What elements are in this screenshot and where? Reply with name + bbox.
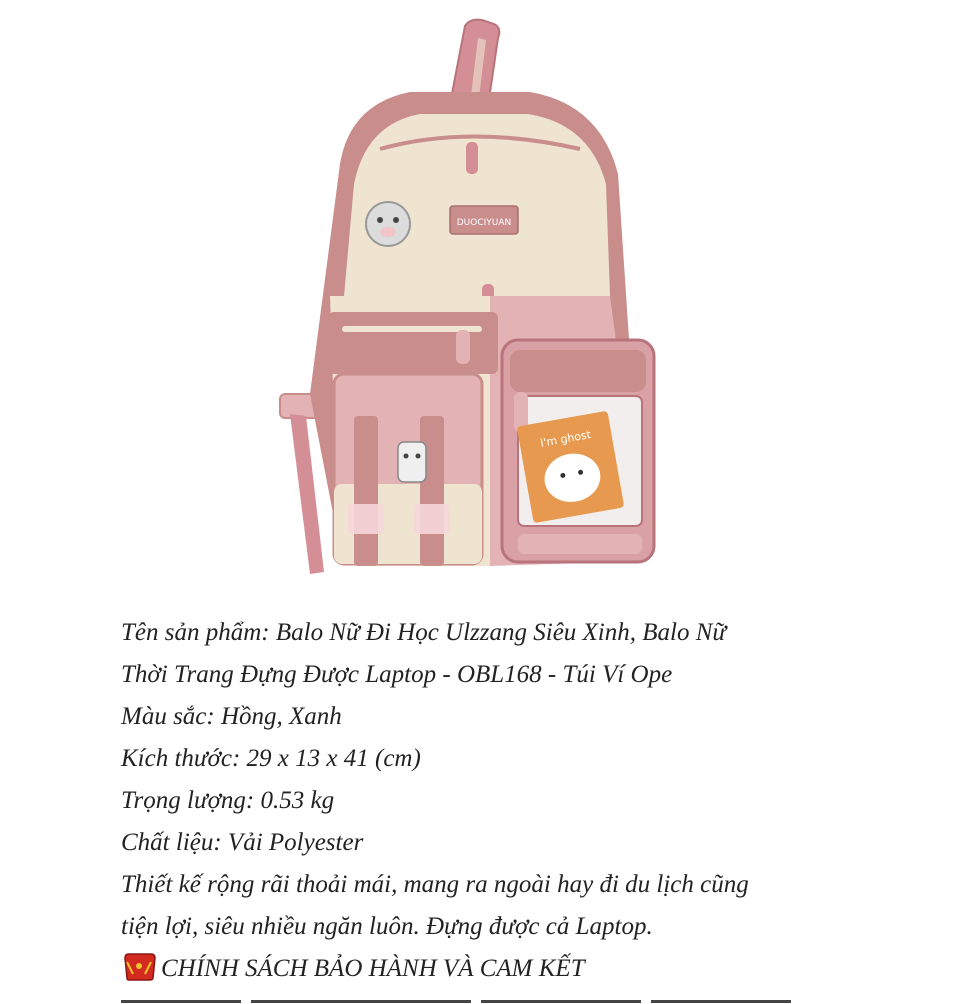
product-image xyxy=(270,14,670,584)
description-line: Màu sắc: Hồng, Xanh xyxy=(121,703,342,730)
description-line: Kích thước: 29 x 13 x 41 (cm) xyxy=(121,745,421,772)
brand-tag-text: DUOCIYUAN xyxy=(456,218,512,228)
description-line: Thiết kế rộng rãi thoải mái, mang ra ngoài hay đi du lịch cũng xyxy=(121,871,749,898)
product-description xyxy=(121,612,901,990)
cut-off-text-line xyxy=(121,990,841,1004)
policy-heading-line xyxy=(121,948,901,990)
description-line: Tên sản phẩm: Balo Nữ Đi Học Ulzzang Siêu Xinh, Balo Nữ xyxy=(121,619,727,646)
description-line: Trọng lượng: 0.53 kg xyxy=(121,787,335,814)
ghost-card-text: I'm ghost xyxy=(539,428,592,450)
description-line: Thời Trang Đựng Được Laptop - OBL168 - Túi Ví Ope xyxy=(121,661,673,688)
cow-pin xyxy=(366,202,410,246)
red-envelope-icon xyxy=(121,952,157,982)
description-line: tiện lợi, siêu nhiều ngăn luôn. Đựng được cả Laptop. xyxy=(121,913,653,940)
description-line: Chất liệu: Vải Polyester xyxy=(121,829,364,856)
policy-heading: CHÍNH SÁCH BẢO HÀNH VÀ CAM KẾT xyxy=(161,955,585,982)
